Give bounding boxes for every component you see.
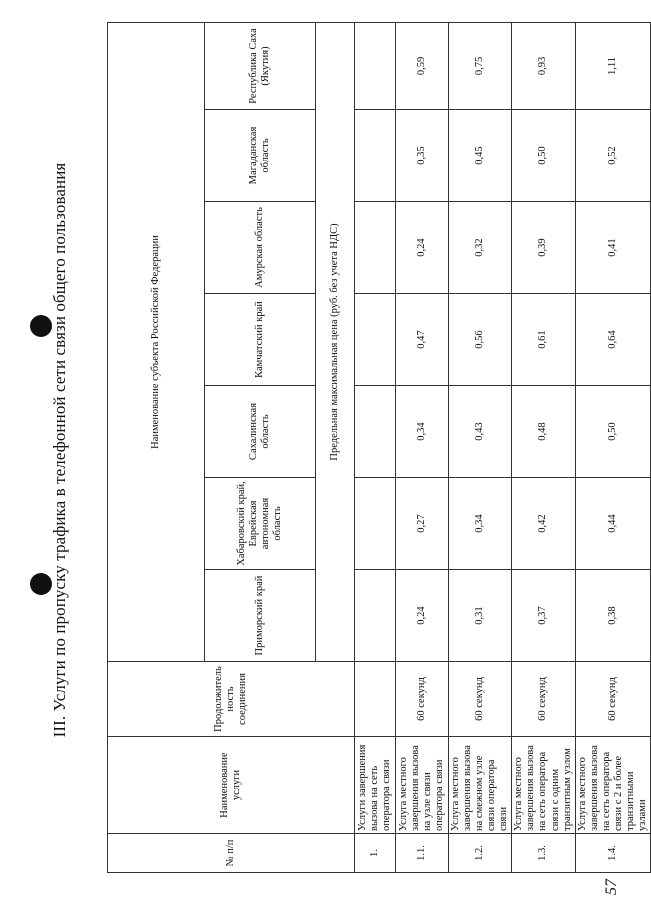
price-cell: 0,31: [449, 570, 512, 662]
price-cell: 0,38: [575, 570, 650, 662]
tariff-table: [107, 22, 651, 873]
row-service: Услуга местного завершения вызова на сеть оператора связи с одним транзитным узлом: [512, 737, 575, 834]
price-cell: 0,50: [512, 110, 575, 202]
table-row: [575, 22, 650, 872]
price-cell: [355, 202, 396, 294]
price-cell: 0,32: [449, 202, 512, 294]
header-num: № п/п: [108, 834, 355, 873]
row-num: 1.2.: [449, 834, 512, 873]
price-cell: [355, 570, 396, 662]
price-cell: 0,27: [396, 478, 449, 570]
header-region: Магаданская область: [205, 110, 316, 202]
header-region: Республика Саха (Якутия): [205, 22, 316, 109]
row-num: 1.3.: [512, 834, 575, 873]
row-service: Услуга местного завершения вызова на смежном узле связи оператора связи: [449, 737, 512, 834]
price-cell: 0,93: [512, 22, 575, 109]
price-cell: 0,52: [575, 110, 650, 202]
row-num: 1.: [355, 834, 396, 873]
page-number: 57: [603, 879, 620, 895]
price-cell: 0,64: [575, 294, 650, 386]
price-cell: 0,59: [396, 22, 449, 109]
price-cell: 0,47: [396, 294, 449, 386]
row-service: Услуга местного завершения вызова на узле связи оператора связи: [396, 737, 449, 834]
row-duration: [355, 662, 396, 737]
price-cell: 0,48: [512, 386, 575, 478]
row-num: 1.4.: [575, 834, 650, 873]
price-cell: 0,43: [449, 386, 512, 478]
header-region: Амурская область: [205, 202, 316, 294]
table-row: [396, 22, 449, 872]
price-cell: 0,34: [449, 478, 512, 570]
row-duration: 60 секунд: [396, 662, 449, 737]
section-title: III. Услуги по пропуску трафика в телефонной сети связи общего пользования: [50, 162, 69, 738]
punch-hole: [30, 315, 52, 337]
price-cell: 0,56: [449, 294, 512, 386]
price-cell: 0,35: [396, 110, 449, 202]
price-cell: [355, 294, 396, 386]
price-cell: [355, 478, 396, 570]
header-duration: Продолжитель ность соединения: [108, 662, 355, 737]
price-cell: [355, 386, 396, 478]
header-region: Хабаровский край, Еврейская автономная область: [205, 478, 316, 570]
price-cell: 0,61: [512, 294, 575, 386]
row-duration: 60 секунд: [575, 662, 650, 737]
price-cell: [355, 22, 396, 109]
row-duration: 60 секунд: [512, 662, 575, 737]
table-row: [449, 22, 512, 872]
price-cell: 0,37: [512, 570, 575, 662]
row-num: 1.1.: [396, 834, 449, 873]
price-cell: 0,39: [512, 202, 575, 294]
price-cell: 0,24: [396, 570, 449, 662]
row-service: Услуга местного завершения вызова на сеть оператора связи с 2 и более транзитными узлами: [575, 737, 650, 834]
price-cell: 0,75: [449, 22, 512, 109]
price-cell: 0,50: [575, 386, 650, 478]
price-cell: 0,24: [396, 202, 449, 294]
price-cell: 0,42: [512, 478, 575, 570]
header-subject-group: Наименование субъекта Российской Федерации: [108, 22, 205, 661]
row-service: Услуги завершения вызова на сеть оператора связи: [355, 737, 396, 834]
header-service: Наименование услуги: [108, 737, 355, 834]
header-region: Сахалинская область: [205, 386, 316, 478]
price-cell: [355, 110, 396, 202]
row-duration: 60 секунд: [449, 662, 512, 737]
header-region: Приморский край: [205, 570, 316, 662]
punch-hole: [30, 573, 52, 595]
price-cell: 0,45: [449, 110, 512, 202]
header-region: Камчатский край: [205, 294, 316, 386]
table-row: [512, 22, 575, 872]
price-cell: 0,44: [575, 478, 650, 570]
price-cell: 0,34: [396, 386, 449, 478]
table-row: [355, 22, 396, 872]
price-cell: 0,41: [575, 202, 650, 294]
header-price: Предельная максимальная цена (руб. без учета НДС): [316, 22, 355, 661]
price-cell: 1,11: [575, 22, 650, 109]
